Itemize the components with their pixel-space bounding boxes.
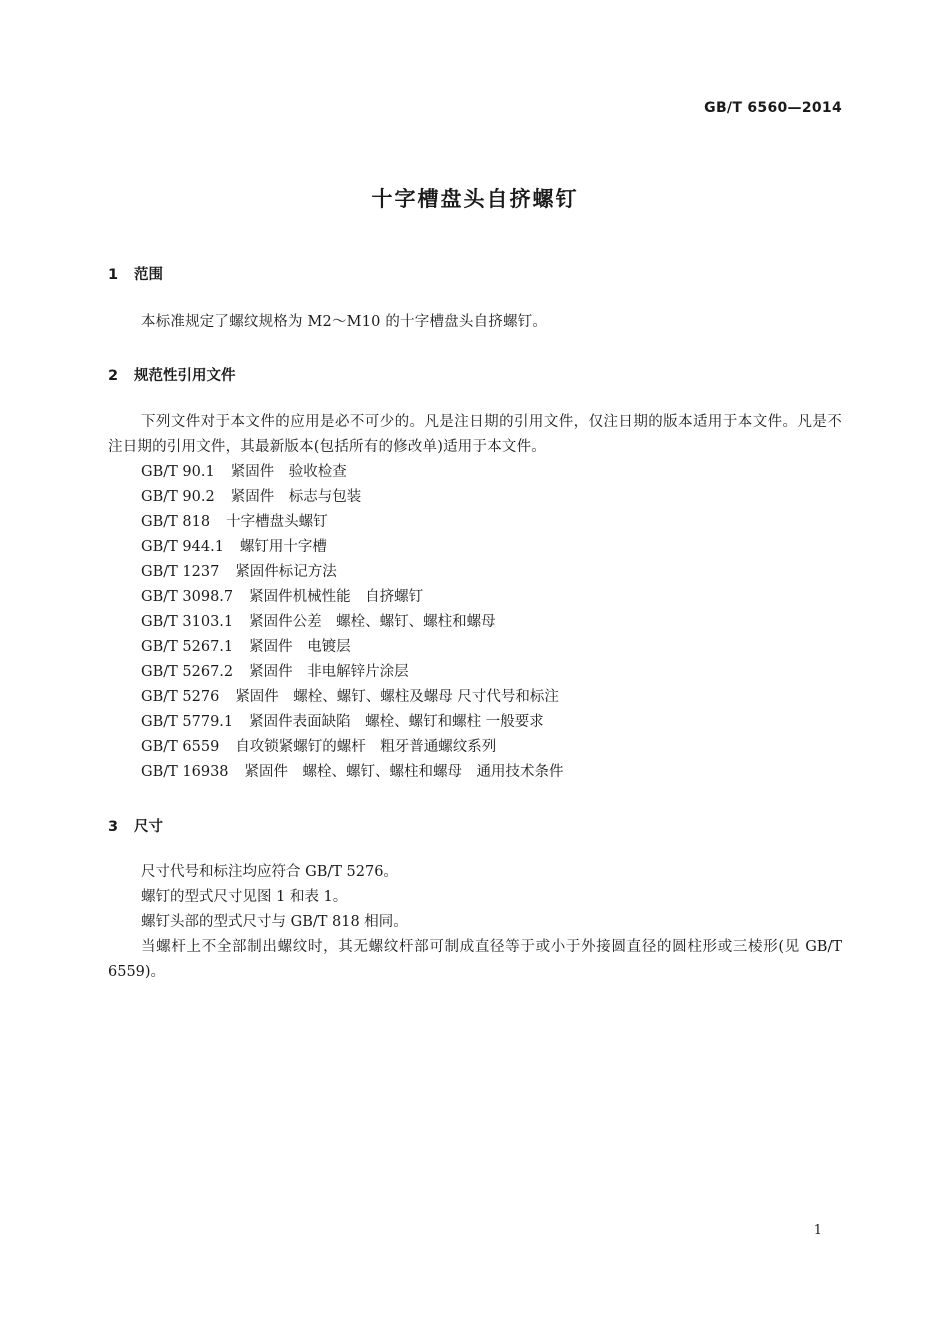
scope-paragraph: 本标准规定了螺纹规格为 M2～M10 的十字槽盘头自挤螺钉。	[141, 314, 548, 330]
reference-item	[141, 635, 564, 660]
reference-code: GB/T 90.1	[141, 464, 215, 480]
section-number: 3	[108, 819, 119, 835]
reference-code: GB/T 818	[141, 514, 211, 530]
document-title: 十字槽盘头自挤螺钉	[371, 187, 579, 211]
reference-list	[141, 460, 564, 785]
reference-item	[141, 460, 564, 485]
dimensions-line: 当螺杆上不全部制出螺纹时，其无螺纹杆部可制成直径等于或小于外接圆直径的圆柱形或三棱形(见 GB/T 6559)。	[108, 939, 842, 980]
reference-title: 自攻锁紧螺钉的螺杆 粗牙普通螺纹系列	[235, 739, 497, 755]
reference-code: GB/T 90.2	[141, 489, 215, 505]
reference-item	[141, 735, 564, 760]
reference-code: GB/T 5779.1	[141, 714, 234, 730]
section-number: 1	[108, 267, 119, 283]
reference-item	[141, 610, 564, 635]
dimensions-line: 螺钉头部的型式尺寸与 GB/T 818 相同。	[141, 914, 408, 930]
references-intro-paragraph: 下列文件对于本文件的应用是必不可少的。凡是注日期的引用文件，仅注日期的版本适用于本文件。凡是不注日期的引用文件，其最新版本(包括所有的修改单)适用于本文件。	[108, 414, 842, 455]
reference-item	[141, 685, 564, 710]
reference-item	[141, 560, 564, 585]
reference-item	[141, 710, 564, 735]
reference-title: 紧固件 验收检查	[230, 464, 347, 480]
reference-title: 紧固件 电镀层	[249, 639, 351, 655]
dimensions-line: 螺钉的型式尺寸见图 1 和表 1。	[141, 889, 348, 905]
reference-title: 紧固件 螺栓、螺钉、螺柱及螺母 尺寸代号和标注	[235, 689, 559, 705]
reference-code: GB/T 16938	[141, 764, 229, 780]
section-title: 规范性引用文件	[134, 368, 236, 384]
section-number: 2	[108, 368, 119, 384]
reference-item	[141, 485, 564, 510]
reference-title: 紧固件 非电解锌片涂层	[249, 664, 409, 680]
reference-code: GB/T 3103.1	[141, 614, 234, 630]
page-number: 1	[813, 1223, 822, 1238]
dimensions-body	[108, 860, 842, 985]
reference-code: GB/T 944.1	[141, 539, 224, 555]
reference-code: GB/T 5276	[141, 689, 220, 705]
reference-item	[141, 510, 564, 535]
reference-item	[141, 585, 564, 610]
section-heading-dimensions	[108, 815, 163, 836]
reference-code: GB/T 5267.2	[141, 664, 234, 680]
reference-item	[141, 535, 564, 560]
reference-title: 紧固件 螺栓、螺钉、螺柱和螺母 通用技术条件	[244, 764, 564, 780]
standard-code: GB/T 6560—2014	[704, 100, 842, 116]
reference-title: 紧固件表面缺陷 螺栓、螺钉和螺柱 一般要求	[249, 714, 544, 730]
reference-code: GB/T 5267.1	[141, 639, 234, 655]
reference-item	[141, 660, 564, 685]
reference-code: GB/T 6559	[141, 739, 220, 755]
section-title: 范围	[134, 267, 163, 283]
reference-item	[141, 760, 564, 785]
reference-title: 紧固件公差 螺栓、螺钉、螺柱和螺母	[249, 614, 496, 630]
reference-code: GB/T 3098.7	[141, 589, 234, 605]
section-heading-normative-references	[108, 364, 236, 385]
reference-title: 紧固件机械性能 自挤螺钉	[249, 589, 424, 605]
reference-title: 十字槽盘头螺钉	[226, 514, 328, 530]
dimensions-line: 尺寸代号和标注均应符合 GB/T 5276。	[141, 864, 398, 880]
reference-title: 紧固件标记方法	[235, 564, 337, 580]
reference-code: GB/T 1237	[141, 564, 220, 580]
reference-title: 螺钉用十字槽	[239, 539, 327, 555]
reference-title: 紧固件 标志与包装	[230, 489, 362, 505]
section-title: 尺寸	[134, 819, 163, 835]
section-heading-scope	[108, 263, 163, 284]
